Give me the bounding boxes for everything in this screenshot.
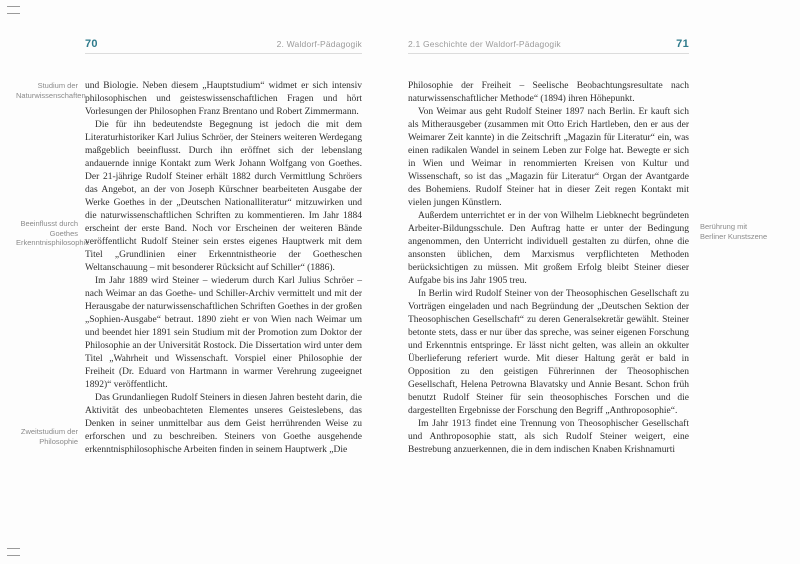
left-page-body: [85, 80, 362, 457]
paragraph: Außerdem unterrichtet er in der von Wilhelm Liebknecht begründeten Arbeiter-Bildungsschule. Den Auftrag hatte er unter der Bedingung angenommen, den Unterricht individuell gestalten zu dürfen, ohne die ansonsten üblichen, dem Marxismus verpflichteten Methoden berücksichtigen zu müssen. Mit großem Erfolg bleibt Steiner dieser Aufgabe bis ins Jahr 1905 treu.: [408, 211, 689, 286]
paragraph: Das Grundanliegen Rudolf Steiners in diesen Jahren besteht darin, die Aktivität des unbeobachteten Elementes unseres Geisteslebens, das Denken in seiner unmittelbar aus dem Geist herrührenden Weise zu erforschen und zu beschreiben. Steiners von Goethe ausgehende erkenntnisphilosophische Arbeiten finden in seinem Hauptwerk „Die: [85, 393, 362, 455]
left-page-number: 70: [85, 38, 98, 50]
paragraph: Von Weimar aus geht Rudolf Steiner 1897 nach Berlin. Er kauft sich als Mitherausgeber (zusammen mit Otto Erich Hartleben, den er aus der Weimarer Zeit kannte) in die Zeitschrift „Magazin für Literatur“ ein, was einen radikalen Wandel in seinem Leben zur Folge hat. Bewegte er sich in Wien und Weimar in renommierten Kreisen von Kultur und Wissenschaft, so ist das „Magazin für Literatur“ Organ der Avantgarde des Bohemiens. Rudolf Steiner hat in dieser Zeit regen Kontakt mit vielen jungen Künstlern.: [408, 107, 689, 208]
right-page-number: 71: [676, 38, 689, 50]
margin-note-zweitstudium: Zweitstudium der Philosophie: [20, 427, 78, 446]
right-page-header: [408, 38, 689, 50]
right-running-title: 2.1 Geschichte der Waldorf-Pädagogik: [408, 39, 561, 49]
margin-note-beruehrung: Berührung mit Berliner Kunstszene: [700, 222, 768, 241]
right-page-body: [408, 80, 689, 457]
paragraph: Philosophie der Freiheit – Seelische Beobachtungsresultate nach naturwissenschaftlicher Methode“ (1894) ihren Höhepunkt.: [408, 81, 689, 104]
paragraph: Im Jahr 1913 findet eine Trennung von Theosophischer Gesellschaft und Anthroposophie statt, als sich Rudolf Steiner weigert, eine Bestrebung anzuerkennen, die in dem indischen Knaben Krishnamurti: [408, 419, 689, 455]
paragraph: In Berlin wird Rudolf Steiner von der Theosophischen Gesellschaft zu Vorträgen eingeladen und nach Begründung der „Deutschen Sektion der Theosophischen Gesellschaft“ zu deren Generalsekretär gewählt. Steiner betonte stets, dass er nur über das spreche, was seiner eigenen Forschung und Erkenntnis entspringe. Er lässt nicht gelten, was allein an okkulter Überlieferung referiert wurde. Mit dieser Haltung gerät er bald in Opposition zu den geistigen Führerinnen der Theosophischen Gesellschaft, Helena Petrowna Blavatsky und Annie Besant. Schon früh benutzt Rudolf Steiner für sein theosophisches Forschen und die dargestellten Ergebnisse der Forschung den Begriff „Anthroposophie“.: [408, 289, 689, 416]
margin-note-studium: Studium der Naturwissenschaften: [16, 81, 86, 100]
margin-note-beeinflusst: Beeinflusst durch Goethes Erkenntnisphilosophie: [16, 219, 90, 247]
left-page-header: [85, 38, 362, 50]
paragraph: Die für ihn bedeutendste Begegnung ist jedoch die mit dem Literaturhistoriker Karl Julius Schröer, der Steiners weiteren Werdegang maßgeblich beeinflusst. Durch ihn eröffnet sich der lebenslang andauernde innige Kontakt zum Werk Johann Wolfgang von Goethes. Der 21-jährige Rudolf Steiner erhält 1882 durch Vermittlung Schröers das Angebot, an der von Joseph Kürschner bearbeiteten Ausgabe der Werke Goethes in der „Deutschen Nationalliteratur“ mitzuwirken und die naturwissenschaftlichen Schriften zu kommentieren. Im Jahr 1884 erscheint der erste Band. Noch vor Erscheinen der weiteren Bände veröffentlicht Rudolf Steiner sein erstes eigenes Hauptwerk mit dem Titel „Grundlinien einer Erkenntnistheorie der Goetheschen Weltanschauung – mit besonderer Rücksicht auf Schiller“ (1886).: [85, 120, 362, 273]
paragraph: und Biologie. Neben diesem „Hauptstudium“ widmet er sich intensiv philosophischen und geisteswissenschaftlichen Fragen und hört Vorlesungen der Philosophen Franz Brentano und Robert Zimmermann.: [85, 81, 362, 117]
header-rule: [85, 53, 362, 54]
left-running-title: 2. Waldorf-Pädagogik: [276, 39, 362, 49]
paragraph: Im Jahr 1889 wird Steiner – wiederum durch Karl Julius Schröer – nach Weimar an das Goethe- und Schiller-Archiv vermittelt und mit der Herausgabe der naturwissenschaftlichen Schriften Goethes in der großen „Sophien-Ausgabe“ betraut. 1890 zieht er von Wien nach Weimar um und beendet hier 1891 sein Studium mit der Promotion zum Doktor der Philosophie an der Universität Rostock. Die Dissertation wird unter dem Titel „Wahrheit und Wissenschaft. Vorspiel einer Philosophie der Freiheit (Dr. Eduard von Hartmann in warmer Verehrung zugeeignet 1892)“ veröffentlicht.: [85, 276, 362, 390]
right-page: [400, 0, 800, 564]
header-rule: [408, 53, 689, 54]
